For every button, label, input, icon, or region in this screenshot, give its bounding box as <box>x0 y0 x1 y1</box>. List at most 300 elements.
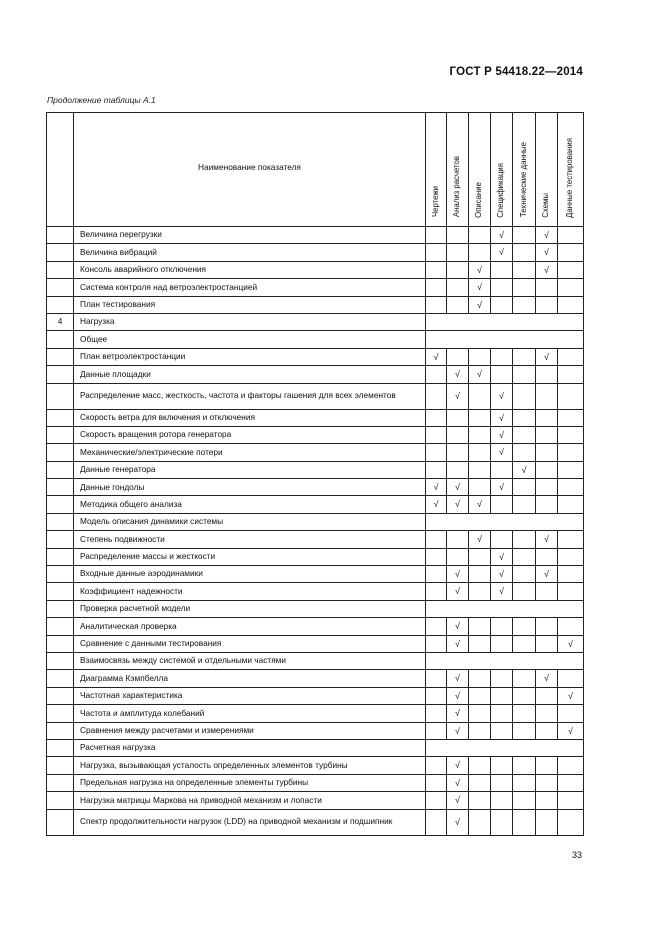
check-cell <box>426 705 447 722</box>
check-cell <box>536 461 558 478</box>
check-cell <box>469 548 491 565</box>
row-number <box>47 479 74 496</box>
row-number <box>47 366 74 383</box>
check-cell <box>426 757 447 774</box>
row-number <box>47 261 74 278</box>
indicator-name: Распределение массы и жесткости <box>74 548 426 565</box>
page-number: 33 <box>571 850 582 860</box>
column-header-label: Технические данные <box>518 142 528 218</box>
column-header <box>558 113 584 227</box>
check-cell <box>469 705 491 722</box>
indicator-name: Предельная нагрузка на определенные элементы турбины <box>74 774 426 791</box>
check-cell <box>513 261 536 278</box>
check-cell <box>426 531 447 548</box>
column-header-label: Анализ расчетов <box>452 156 462 218</box>
check-cell <box>513 366 536 383</box>
check-cell <box>447 348 469 365</box>
row-number <box>47 792 74 809</box>
column-header-label: Чертежи <box>430 186 440 218</box>
check-cell <box>536 479 558 496</box>
column-header-label: Данные тестирования <box>565 137 575 218</box>
check-cell <box>536 383 558 409</box>
empty-span-cell <box>426 739 584 756</box>
check-cell: √ <box>536 261 558 278</box>
indicator-name: Система контроля над ветроэлектростанцией <box>74 279 426 296</box>
check-cell: √ <box>491 583 513 600</box>
check-cell <box>447 444 469 461</box>
indicator-name-header: Наименование показателя <box>74 113 426 227</box>
check-cell <box>426 366 447 383</box>
indicator-name: Консоль аварийного отключения <box>74 261 426 278</box>
check-cell <box>558 296 584 313</box>
indicator-name: План ветроэлектростанции <box>74 348 426 365</box>
check-cell <box>513 566 536 583</box>
row-number <box>47 513 74 530</box>
row-number <box>47 757 74 774</box>
check-cell: √ <box>469 531 491 548</box>
check-cell <box>513 244 536 261</box>
check-cell <box>513 670 536 687</box>
check-cell <box>513 279 536 296</box>
indicator-name: Входные данные аэродинамики <box>74 566 426 583</box>
column-header <box>469 113 491 227</box>
check-cell <box>447 426 469 443</box>
check-cell <box>469 461 491 478</box>
check-cell <box>491 461 513 478</box>
column-header-label: Спецификация <box>496 162 506 218</box>
empty-span-cell <box>426 513 584 530</box>
check-cell <box>447 409 469 426</box>
check-cell <box>513 496 536 513</box>
column-header <box>447 113 469 227</box>
check-cell <box>558 670 584 687</box>
column-header <box>536 113 558 227</box>
row-number <box>47 279 74 296</box>
indicator-name: Распределение масс, жесткость, частота и факторы гашения для всех элементов <box>74 383 426 409</box>
check-cell <box>558 566 584 583</box>
indicator-name: Механические/электрические потери <box>74 444 426 461</box>
table-row <box>47 531 584 548</box>
row-number <box>47 496 74 513</box>
check-cell <box>426 227 447 244</box>
check-cell: √ <box>447 722 469 739</box>
check-cell <box>558 383 584 409</box>
indicators-table <box>46 112 584 836</box>
row-number <box>47 227 74 244</box>
check-cell <box>513 705 536 722</box>
check-cell <box>558 548 584 565</box>
row-number <box>47 739 74 756</box>
table-row <box>47 635 584 652</box>
check-cell <box>426 296 447 313</box>
table-row <box>47 705 584 722</box>
section-heading: Расчетная нагрузка <box>74 739 426 756</box>
check-cell: √ <box>447 757 469 774</box>
check-cell <box>558 705 584 722</box>
check-cell <box>536 583 558 600</box>
check-cell <box>469 444 491 461</box>
check-cell: √ <box>447 618 469 635</box>
check-cell <box>447 531 469 548</box>
check-cell <box>426 792 447 809</box>
check-cell <box>536 687 558 704</box>
row-number <box>47 531 74 548</box>
check-cell <box>536 809 558 835</box>
check-cell <box>469 618 491 635</box>
check-cell <box>491 279 513 296</box>
check-cell <box>536 774 558 791</box>
check-cell: √ <box>447 809 469 835</box>
check-cell: √ <box>447 774 469 791</box>
check-cell <box>469 670 491 687</box>
indicator-name: Величина перегрузки <box>74 227 426 244</box>
check-cell: √ <box>447 383 469 409</box>
check-cell <box>469 722 491 739</box>
check-cell: √ <box>469 261 491 278</box>
check-cell <box>558 261 584 278</box>
check-cell: √ <box>447 366 469 383</box>
check-cell <box>558 496 584 513</box>
indicator-name: Степень подвижности <box>74 531 426 548</box>
check-cell: √ <box>447 635 469 652</box>
check-cell <box>513 531 536 548</box>
indicator-name: Спектр продолжительности нагрузок (LDD) на приводной механизм и подшипник <box>74 809 426 835</box>
table-row <box>47 600 584 617</box>
check-cell <box>558 279 584 296</box>
check-cell <box>491 531 513 548</box>
check-cell <box>491 366 513 383</box>
check-cell: √ <box>536 670 558 687</box>
check-cell <box>536 296 558 313</box>
check-cell <box>513 792 536 809</box>
check-cell: √ <box>536 348 558 365</box>
check-cell: √ <box>536 244 558 261</box>
check-cell: √ <box>447 792 469 809</box>
check-cell <box>426 383 447 409</box>
check-cell <box>513 227 536 244</box>
check-cell <box>469 566 491 583</box>
check-cell <box>558 479 584 496</box>
check-cell <box>513 444 536 461</box>
row-number <box>47 409 74 426</box>
table-row <box>47 461 584 478</box>
check-cell <box>469 635 491 652</box>
check-cell <box>447 244 469 261</box>
table-row <box>47 279 584 296</box>
check-cell: √ <box>447 566 469 583</box>
check-cell: √ <box>426 479 447 496</box>
table-row <box>47 331 584 348</box>
check-cell <box>558 227 584 244</box>
check-cell <box>558 583 584 600</box>
check-cell: √ <box>426 348 447 365</box>
table-row <box>47 366 584 383</box>
check-cell <box>536 444 558 461</box>
check-cell <box>491 809 513 835</box>
table-row <box>47 809 584 835</box>
check-cell: √ <box>469 366 491 383</box>
check-cell: √ <box>447 583 469 600</box>
check-cell <box>491 705 513 722</box>
check-cell <box>536 635 558 652</box>
check-cell <box>513 809 536 835</box>
check-cell <box>426 409 447 426</box>
row-number <box>47 687 74 704</box>
check-cell <box>513 548 536 565</box>
check-cell <box>491 261 513 278</box>
check-cell <box>426 722 447 739</box>
table-row <box>47 652 584 669</box>
table-row <box>47 739 584 756</box>
indicator-name: Данные генератора <box>74 461 426 478</box>
table-row <box>47 566 584 583</box>
check-cell: √ <box>469 496 491 513</box>
check-cell <box>536 548 558 565</box>
check-cell <box>469 774 491 791</box>
check-cell <box>447 261 469 278</box>
check-cell: √ <box>469 296 491 313</box>
section-heading: Модель описания динамики системы <box>74 513 426 530</box>
check-cell <box>558 348 584 365</box>
row-number: 4 <box>47 313 74 330</box>
column-header <box>426 113 447 227</box>
indicator-name: Нагрузка, вызывающая усталость определенных элементов турбины <box>74 757 426 774</box>
check-cell <box>426 566 447 583</box>
check-cell: √ <box>536 566 558 583</box>
check-cell <box>491 670 513 687</box>
check-cell: √ <box>491 227 513 244</box>
empty-span-cell <box>426 313 584 330</box>
table-row <box>47 774 584 791</box>
indicator-name: Величина вибраций <box>74 244 426 261</box>
check-cell: √ <box>447 670 469 687</box>
check-cell <box>558 757 584 774</box>
check-cell <box>558 792 584 809</box>
check-cell <box>491 774 513 791</box>
indicator-name: Данные площадки <box>74 366 426 383</box>
indicator-name: Данные гондолы <box>74 479 426 496</box>
number-header <box>47 113 74 227</box>
indicator-name: Частота и амплитуда колебаний <box>74 705 426 722</box>
check-cell <box>426 461 447 478</box>
check-cell <box>426 618 447 635</box>
check-cell <box>469 409 491 426</box>
check-cell <box>469 583 491 600</box>
table-row <box>47 296 584 313</box>
indicator-name: Методика общего анализа <box>74 496 426 513</box>
check-cell <box>558 444 584 461</box>
check-cell <box>491 757 513 774</box>
table-caption: Продолжение таблицы А.1 <box>47 95 156 105</box>
row-number <box>47 583 74 600</box>
check-cell <box>426 426 447 443</box>
check-cell <box>491 618 513 635</box>
check-cell <box>513 635 536 652</box>
column-header <box>513 113 536 227</box>
check-cell <box>536 496 558 513</box>
check-cell <box>491 296 513 313</box>
check-cell: √ <box>491 444 513 461</box>
row-number <box>47 426 74 443</box>
check-cell: √ <box>447 705 469 722</box>
table-row <box>47 409 584 426</box>
check-cell <box>536 792 558 809</box>
row-number <box>47 296 74 313</box>
check-cell <box>469 792 491 809</box>
check-cell <box>536 409 558 426</box>
check-cell <box>536 705 558 722</box>
section-heading: Общее <box>74 331 426 348</box>
indicator-name: Сравнение с данными тестирования <box>74 635 426 652</box>
row-number <box>47 566 74 583</box>
check-cell <box>426 244 447 261</box>
check-cell: √ <box>447 479 469 496</box>
row-number <box>47 652 74 669</box>
indicator-name: Диаграмма Кэмпбелла <box>74 670 426 687</box>
standard-number: ГОСТ Р 54418.22—2014 <box>449 66 583 78</box>
check-cell <box>426 279 447 296</box>
row-number <box>47 809 74 835</box>
check-cell: √ <box>426 496 447 513</box>
indicator-name: Скорость вращения ротора генератора <box>74 426 426 443</box>
check-cell <box>447 461 469 478</box>
check-cell <box>558 244 584 261</box>
check-cell <box>426 809 447 835</box>
check-cell <box>513 774 536 791</box>
check-cell: √ <box>469 279 491 296</box>
check-cell <box>536 722 558 739</box>
check-cell <box>558 366 584 383</box>
check-cell <box>536 426 558 443</box>
section-heading: Нагрузка <box>74 313 426 330</box>
check-cell <box>558 809 584 835</box>
check-cell: √ <box>558 635 584 652</box>
table-row <box>47 496 584 513</box>
check-cell: √ <box>491 409 513 426</box>
check-cell: √ <box>558 687 584 704</box>
check-cell <box>536 279 558 296</box>
check-cell: √ <box>558 722 584 739</box>
table-body <box>47 227 584 836</box>
check-cell: √ <box>491 479 513 496</box>
row-number <box>47 635 74 652</box>
check-cell <box>469 479 491 496</box>
table-row <box>47 670 584 687</box>
indicator-name: Нагрузка матрицы Маркова на приводной механизм и лопасти <box>74 792 426 809</box>
column-header <box>491 113 513 227</box>
check-cell <box>491 348 513 365</box>
table-row <box>47 426 584 443</box>
column-header-label: Описание <box>474 181 484 218</box>
check-cell <box>447 548 469 565</box>
empty-span-cell <box>426 331 584 348</box>
check-cell <box>513 722 536 739</box>
table-row <box>47 383 584 409</box>
row-number <box>47 444 74 461</box>
check-cell <box>536 757 558 774</box>
check-cell: √ <box>536 227 558 244</box>
indicator-name: План тестирования <box>74 296 426 313</box>
check-cell: √ <box>536 531 558 548</box>
check-cell <box>513 687 536 704</box>
check-cell <box>426 687 447 704</box>
check-cell <box>491 792 513 809</box>
table-row <box>47 313 584 330</box>
table-row <box>47 583 584 600</box>
table-row <box>47 261 584 278</box>
table-row <box>47 244 584 261</box>
indicator-name: Аналитическая проверка <box>74 618 426 635</box>
check-cell <box>558 774 584 791</box>
check-cell <box>469 348 491 365</box>
check-cell <box>558 409 584 426</box>
check-cell <box>558 461 584 478</box>
check-cell <box>469 426 491 443</box>
table-row <box>47 722 584 739</box>
table-row <box>47 444 584 461</box>
row-number <box>47 331 74 348</box>
check-cell <box>513 409 536 426</box>
column-header-label: Схемы <box>541 192 551 218</box>
row-number <box>47 670 74 687</box>
check-cell <box>513 479 536 496</box>
check-cell <box>513 757 536 774</box>
check-cell <box>491 496 513 513</box>
check-cell: √ <box>447 687 469 704</box>
check-cell <box>469 244 491 261</box>
check-cell <box>513 618 536 635</box>
check-cell <box>513 583 536 600</box>
table-row <box>47 792 584 809</box>
check-cell <box>426 670 447 687</box>
row-number <box>47 244 74 261</box>
table-row <box>47 479 584 496</box>
indicator-name: Сравнения между расчетами и измерениями <box>74 722 426 739</box>
section-heading: Проверка расчетной модели <box>74 600 426 617</box>
check-cell: √ <box>491 244 513 261</box>
row-number <box>47 705 74 722</box>
check-cell: √ <box>491 383 513 409</box>
check-cell <box>513 348 536 365</box>
row-number <box>47 618 74 635</box>
check-cell <box>469 757 491 774</box>
check-cell <box>513 296 536 313</box>
check-cell <box>469 809 491 835</box>
check-cell <box>558 618 584 635</box>
row-number <box>47 548 74 565</box>
check-cell <box>469 383 491 409</box>
section-heading: Взаимосвязь между системой и отдельными частями <box>74 652 426 669</box>
check-cell <box>491 635 513 652</box>
check-cell <box>469 227 491 244</box>
check-cell <box>426 261 447 278</box>
table-row <box>47 757 584 774</box>
table-row <box>47 618 584 635</box>
row-number <box>47 461 74 478</box>
table-row <box>47 548 584 565</box>
check-cell <box>426 583 447 600</box>
check-cell: √ <box>491 426 513 443</box>
table-row <box>47 687 584 704</box>
table-row <box>47 227 584 244</box>
indicator-name: Коэффициент надежности <box>74 583 426 600</box>
check-cell <box>536 618 558 635</box>
check-cell <box>426 444 447 461</box>
check-cell <box>447 296 469 313</box>
check-cell <box>426 548 447 565</box>
row-number <box>47 722 74 739</box>
table-row <box>47 513 584 530</box>
